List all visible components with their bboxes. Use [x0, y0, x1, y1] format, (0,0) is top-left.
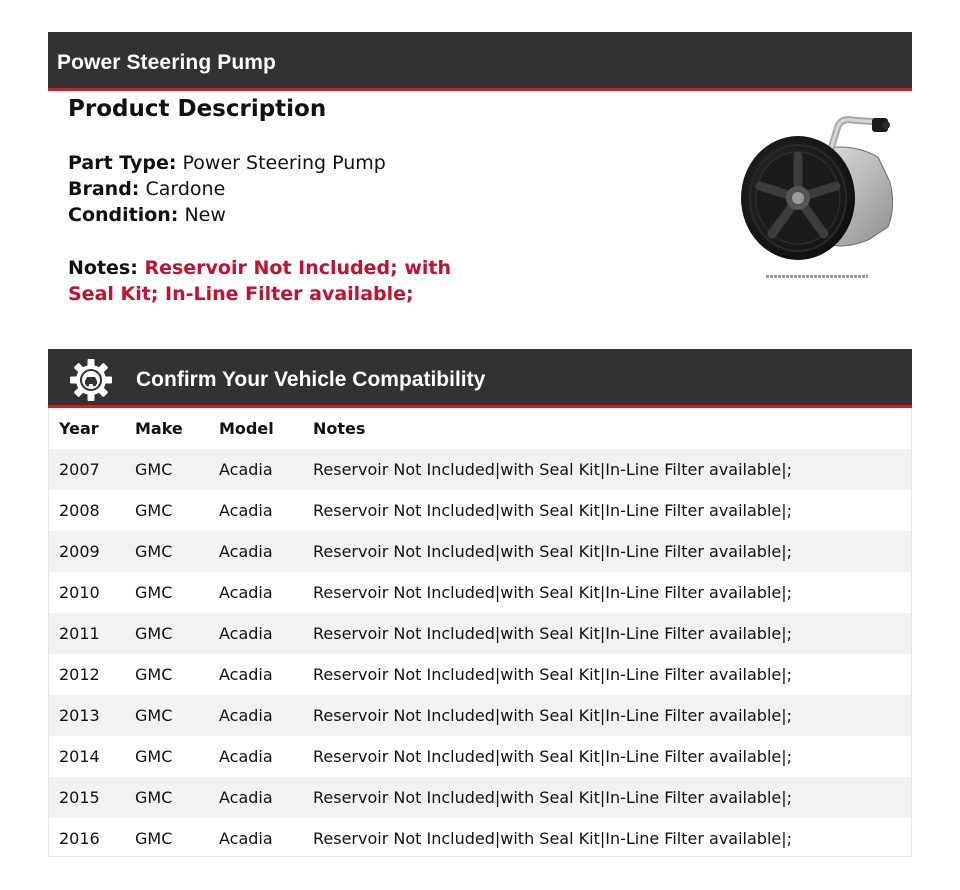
table-row — [49, 531, 911, 572]
notes-value: Reservoir Not Included; with Seal Kit; In-Line Filter available; — [68, 257, 452, 305]
cell-make: GMC — [135, 583, 173, 602]
cell-year: 2007 — [59, 460, 100, 479]
brand-label: Brand: — [68, 178, 140, 200]
cell-year: 2014 — [59, 747, 100, 766]
cell-make: GMC — [135, 706, 173, 725]
cell-year: 2016 — [59, 829, 100, 848]
brand-row — [68, 176, 225, 202]
cell-model: Acadia — [219, 460, 273, 479]
cell-model: Acadia — [219, 583, 273, 602]
cell-make: GMC — [135, 501, 173, 520]
cell-year: 2012 — [59, 665, 100, 684]
notes-label: Notes: — [68, 257, 138, 279]
description-heading: Product Description — [68, 96, 327, 122]
compatibility-table — [48, 408, 912, 857]
table-row — [49, 654, 911, 695]
cell-make: GMC — [135, 542, 173, 561]
cell-model: Acadia — [219, 501, 273, 520]
cell-model: Acadia — [219, 788, 273, 807]
cell-notes: Reservoir Not Included|with Seal Kit|In-Line Filter available|; — [313, 747, 793, 766]
table-row — [49, 736, 911, 777]
cell-make: GMC — [135, 788, 173, 807]
product-image — [738, 112, 898, 284]
cell-notes: Reservoir Not Included|with Seal Kit|In-Line Filter available|; — [313, 624, 793, 643]
product-title: Power Steering Pump — [57, 51, 276, 74]
table-row — [49, 613, 911, 654]
cell-notes: Reservoir Not Included|with Seal Kit|In-Line Filter available|; — [313, 829, 793, 848]
table-header — [49, 408, 911, 449]
cell-notes: Reservoir Not Included|with Seal Kit|In-Line Filter available|; — [313, 501, 793, 520]
cell-model: Acadia — [219, 665, 273, 684]
cell-notes: Reservoir Not Included|with Seal Kit|In-Line Filter available|; — [313, 583, 793, 602]
table-row — [49, 818, 911, 859]
condition-row — [68, 202, 226, 228]
part-type-row — [68, 150, 386, 176]
cell-make: GMC — [135, 460, 173, 479]
cell-year: 2015 — [59, 788, 100, 807]
cell-make: GMC — [135, 624, 173, 643]
column-header-year: Year — [59, 419, 99, 438]
cell-notes: Reservoir Not Included|with Seal Kit|In-Line Filter available|; — [313, 542, 793, 561]
part-type-value: Power Steering Pump — [182, 152, 386, 174]
image-caption — [766, 275, 868, 278]
cell-year: 2011 — [59, 624, 100, 643]
table-row — [49, 572, 911, 613]
cell-model: Acadia — [219, 706, 273, 725]
cell-model: Acadia — [219, 829, 273, 848]
brand-value: Cardone — [145, 178, 226, 200]
column-header-model: Model — [219, 419, 274, 438]
cell-model: Acadia — [219, 542, 273, 561]
table-row — [49, 449, 911, 490]
compatibility-banner — [48, 349, 912, 408]
gear-car-icon — [68, 357, 114, 403]
notes-row — [68, 255, 468, 307]
cell-year: 2010 — [59, 583, 100, 602]
cell-notes: Reservoir Not Included|with Seal Kit|In-Line Filter available|; — [313, 706, 793, 725]
condition-label: Condition: — [68, 204, 179, 226]
part-type-label: Part Type: — [68, 152, 177, 174]
cell-year: 2008 — [59, 501, 100, 520]
compatibility-title: Confirm Your Vehicle Compatibility — [136, 368, 486, 391]
table-row — [49, 490, 911, 531]
cell-year: 2009 — [59, 542, 100, 561]
cell-year: 2013 — [59, 706, 100, 725]
cell-model: Acadia — [219, 747, 273, 766]
cell-make: GMC — [135, 665, 173, 684]
cell-notes: Reservoir Not Included|with Seal Kit|In-Line Filter available|; — [313, 665, 793, 684]
column-header-make: Make — [135, 419, 183, 438]
cell-notes: Reservoir Not Included|with Seal Kit|In-Line Filter available|; — [313, 788, 793, 807]
cell-notes: Reservoir Not Included|with Seal Kit|In-Line Filter available|; — [313, 460, 793, 479]
cell-make: GMC — [135, 829, 173, 848]
table-row — [49, 777, 911, 818]
cell-make: GMC — [135, 747, 173, 766]
table-row — [49, 695, 911, 736]
product-title-banner — [48, 32, 912, 91]
cell-model: Acadia — [219, 624, 273, 643]
column-header-notes: Notes — [313, 419, 366, 438]
condition-value: New — [184, 204, 226, 226]
